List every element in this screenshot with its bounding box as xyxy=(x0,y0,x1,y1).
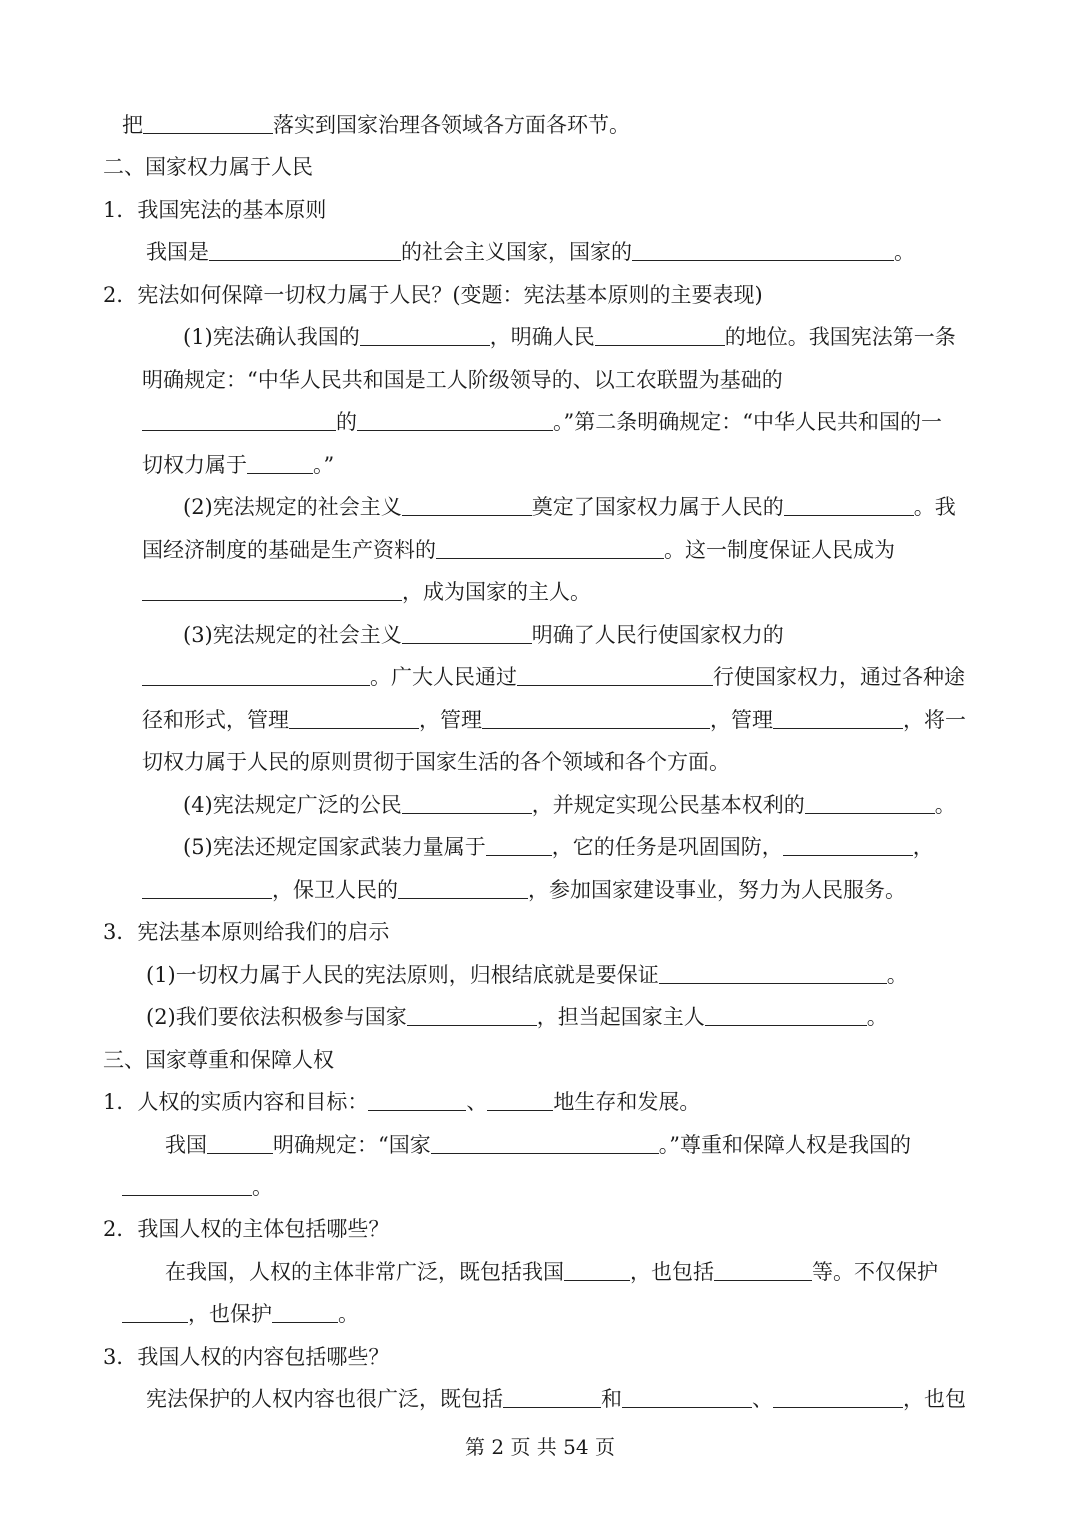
text-segment: ，将一 xyxy=(903,708,966,732)
text-segment: ，担当起国家主人 xyxy=(536,1005,705,1029)
text-segment: 。 xyxy=(252,1175,273,1199)
text-segment: 地生存和发展。 xyxy=(553,1090,701,1114)
fill-in-blank[interactable] xyxy=(503,1385,601,1408)
fill-in-blank[interactable] xyxy=(659,961,887,984)
text-segment: ，也保护 xyxy=(188,1302,272,1326)
fill-in-blank[interactable] xyxy=(482,706,710,729)
text-segment: 、 xyxy=(466,1090,488,1114)
text-segment: 。 xyxy=(886,963,908,987)
text-segment: 的 xyxy=(336,410,357,434)
text-segment: 2．宪法如何保障一切权力属于人民？(变题：宪法基本原则的主要表现) xyxy=(103,283,763,307)
text-line xyxy=(0,960,1080,990)
fill-in-blank[interactable] xyxy=(402,621,532,644)
text-line xyxy=(0,832,1080,862)
section-heading xyxy=(0,152,1080,182)
fill-in-blank[interactable] xyxy=(209,238,401,261)
fill-in-blank[interactable] xyxy=(142,663,370,686)
text-segment: 落实到国家治理各领域各方面各环节。 xyxy=(273,113,630,137)
text-segment: 明确规定：“中华人民共和国是工人阶级领导的、以工农联盟为基础的 xyxy=(142,368,783,392)
text-segment: ，也包 xyxy=(903,1387,966,1411)
fill-in-blank[interactable] xyxy=(143,111,273,134)
text-segment: 国经济制度的基础是生产资料的 xyxy=(142,538,436,562)
text-segment: (3)宪法规定的社会主义 xyxy=(183,623,402,647)
text-line xyxy=(0,1002,1080,1032)
text-line xyxy=(0,662,1080,692)
text-segment: 三、国家尊重和保障人权 xyxy=(103,1048,334,1072)
text-segment: 我国是 xyxy=(146,240,209,264)
text-segment: ， xyxy=(912,835,934,859)
fill-in-blank[interactable] xyxy=(402,493,532,516)
text-line xyxy=(0,875,1080,905)
fill-in-blank[interactable] xyxy=(368,1088,466,1111)
page-footer: 第 2 页 共 54 页 xyxy=(465,1435,615,1459)
text-line xyxy=(0,110,1080,140)
text-segment: 2．我国人权的主体包括哪些？ xyxy=(103,1217,390,1241)
text-segment: 二、国家权力属于人民 xyxy=(103,155,313,179)
fill-in-blank[interactable] xyxy=(487,1088,553,1111)
text-segment: (1)一切权力属于人民的宪法原则，归根结底就是要保证 xyxy=(146,963,659,987)
text-segment: ，它的任务是巩固国防， xyxy=(551,835,783,859)
text-line xyxy=(0,280,1080,310)
text-segment: ，保卫人民的 xyxy=(272,878,398,902)
fill-in-blank[interactable] xyxy=(207,1131,273,1154)
fill-in-blank[interactable] xyxy=(805,791,935,814)
text-segment: 。广大人民通过 xyxy=(370,665,517,689)
text-line xyxy=(0,1342,1080,1372)
text-segment: ，参加国家建设事业，努力为人民服务。 xyxy=(528,878,906,902)
text-segment: 。” xyxy=(313,453,335,477)
fill-in-blank[interactable] xyxy=(705,1003,867,1026)
section-heading xyxy=(0,1045,1080,1075)
fill-in-blank[interactable] xyxy=(247,451,313,474)
text-segment: 等。不仅保护 xyxy=(812,1260,938,1284)
text-segment: 1．我国宪法的基本原则 xyxy=(103,198,327,222)
text-line xyxy=(0,1130,1080,1160)
fill-in-blank[interactable] xyxy=(632,238,894,261)
text-segment: 3．宪法基本原则给我们的启示 xyxy=(103,920,390,944)
fill-in-blank[interactable] xyxy=(431,1131,659,1154)
fill-in-blank[interactable] xyxy=(357,408,553,431)
text-segment: 。 xyxy=(894,240,915,264)
text-segment: 奠定了国家权力属于人民的 xyxy=(531,495,784,519)
text-line xyxy=(0,195,1080,225)
text-segment: ，明确人民 xyxy=(489,325,595,349)
fill-in-blank[interactable] xyxy=(407,1003,537,1026)
text-segment: 我国 xyxy=(165,1133,207,1157)
fill-in-blank[interactable] xyxy=(142,408,336,431)
fill-in-blank[interactable] xyxy=(122,1300,188,1323)
text-line xyxy=(0,705,1080,735)
fill-in-blank[interactable] xyxy=(272,1300,338,1323)
text-segment: 宪法保护的人权内容也很广泛，既包括 xyxy=(146,1387,503,1411)
text-segment: 的地位。我国宪法第一条 xyxy=(724,325,956,349)
text-segment: (5)宪法还规定国家武装力量属于 xyxy=(183,835,486,859)
text-segment: 径和形式，管理 xyxy=(142,708,289,732)
text-segment: 和 xyxy=(601,1387,622,1411)
text-segment: (2)我们要依法积极参与国家 xyxy=(146,1005,407,1029)
fill-in-blank[interactable] xyxy=(142,876,272,899)
text-line xyxy=(0,1257,1080,1287)
text-segment: ，管理 xyxy=(419,708,482,732)
text-line xyxy=(0,365,1080,395)
fill-in-blank[interactable] xyxy=(486,833,552,856)
text-segment: (4)宪法规定广泛的公民 xyxy=(183,793,402,817)
fill-in-blank[interactable] xyxy=(564,1258,630,1281)
text-segment: 。 xyxy=(338,1302,359,1326)
text-segment: 。 xyxy=(934,793,956,817)
fill-in-blank[interactable] xyxy=(289,706,419,729)
text-segment: 切权力属于 xyxy=(142,453,247,477)
text-segment: 在我国，人权的主体非常广泛，既包括我国 xyxy=(165,1260,564,1284)
fill-in-blank[interactable] xyxy=(622,1385,752,1408)
fill-in-blank[interactable] xyxy=(773,706,903,729)
text-segment: 明确了人民行使国家权力的 xyxy=(531,623,784,647)
text-segment: (2)宪法规定的社会主义 xyxy=(183,495,402,519)
text-segment: 行使国家权力，通过各种途 xyxy=(713,665,965,689)
text-line xyxy=(0,492,1080,522)
text-line xyxy=(0,577,1080,607)
text-segment: 明确规定：“国家 xyxy=(273,1133,431,1157)
fill-in-blank[interactable] xyxy=(360,323,490,346)
text-line xyxy=(0,790,1080,820)
fill-in-blank[interactable] xyxy=(595,323,725,346)
text-segment: 切权力属于人民的原则贯彻于国家生活的各个领域和各个方面。 xyxy=(142,750,730,774)
text-segment: 把 xyxy=(122,113,143,137)
fill-in-blank[interactable] xyxy=(402,791,532,814)
text-line xyxy=(0,1384,1080,1414)
fill-in-blank[interactable] xyxy=(142,578,402,601)
text-line xyxy=(0,620,1080,650)
text-segment: ，并规定实现公民基本权利的 xyxy=(531,793,805,817)
text-line xyxy=(0,322,1080,352)
text-line xyxy=(0,1087,1080,1117)
text-segment: 的社会主义国家，国家的 xyxy=(401,240,632,264)
text-segment: 。这一制度保证人民成为 xyxy=(664,538,895,562)
text-line xyxy=(0,535,1080,565)
text-line xyxy=(0,917,1080,947)
text-line xyxy=(0,1299,1080,1329)
text-segment: (1)宪法确认我国的 xyxy=(183,325,360,349)
text-segment: 。 xyxy=(866,1005,888,1029)
text-segment: 。我 xyxy=(913,495,956,519)
fill-in-blank[interactable] xyxy=(517,663,713,686)
text-segment: ，成为国家的主人。 xyxy=(402,580,591,604)
text-line xyxy=(0,747,1080,777)
text-segment: 1．人权的实质内容和目标： xyxy=(103,1090,369,1114)
fill-in-blank[interactable] xyxy=(398,876,528,899)
text-segment: ，也包括 xyxy=(630,1260,714,1284)
text-segment: 。”尊重和保障人权是我国的 xyxy=(658,1133,911,1157)
text-line xyxy=(0,237,1080,267)
text-segment: 。”第二条明确规定：“中华人民共和国的一 xyxy=(553,410,942,434)
fill-in-blank[interactable] xyxy=(122,1173,252,1196)
fill-in-blank[interactable] xyxy=(436,536,664,559)
text-line xyxy=(0,450,1080,480)
fill-in-blank[interactable] xyxy=(773,1385,903,1408)
text-segment: ，管理 xyxy=(710,708,773,732)
text-segment: 、 xyxy=(752,1387,773,1411)
text-line xyxy=(0,1172,1080,1202)
fill-in-blank[interactable] xyxy=(714,1258,812,1281)
text-segment: 3．我国人权的内容包括哪些？ xyxy=(103,1345,390,1369)
fill-in-blank[interactable] xyxy=(784,493,914,516)
fill-in-blank[interactable] xyxy=(783,833,913,856)
text-line xyxy=(0,1214,1080,1244)
text-line xyxy=(0,407,1080,437)
